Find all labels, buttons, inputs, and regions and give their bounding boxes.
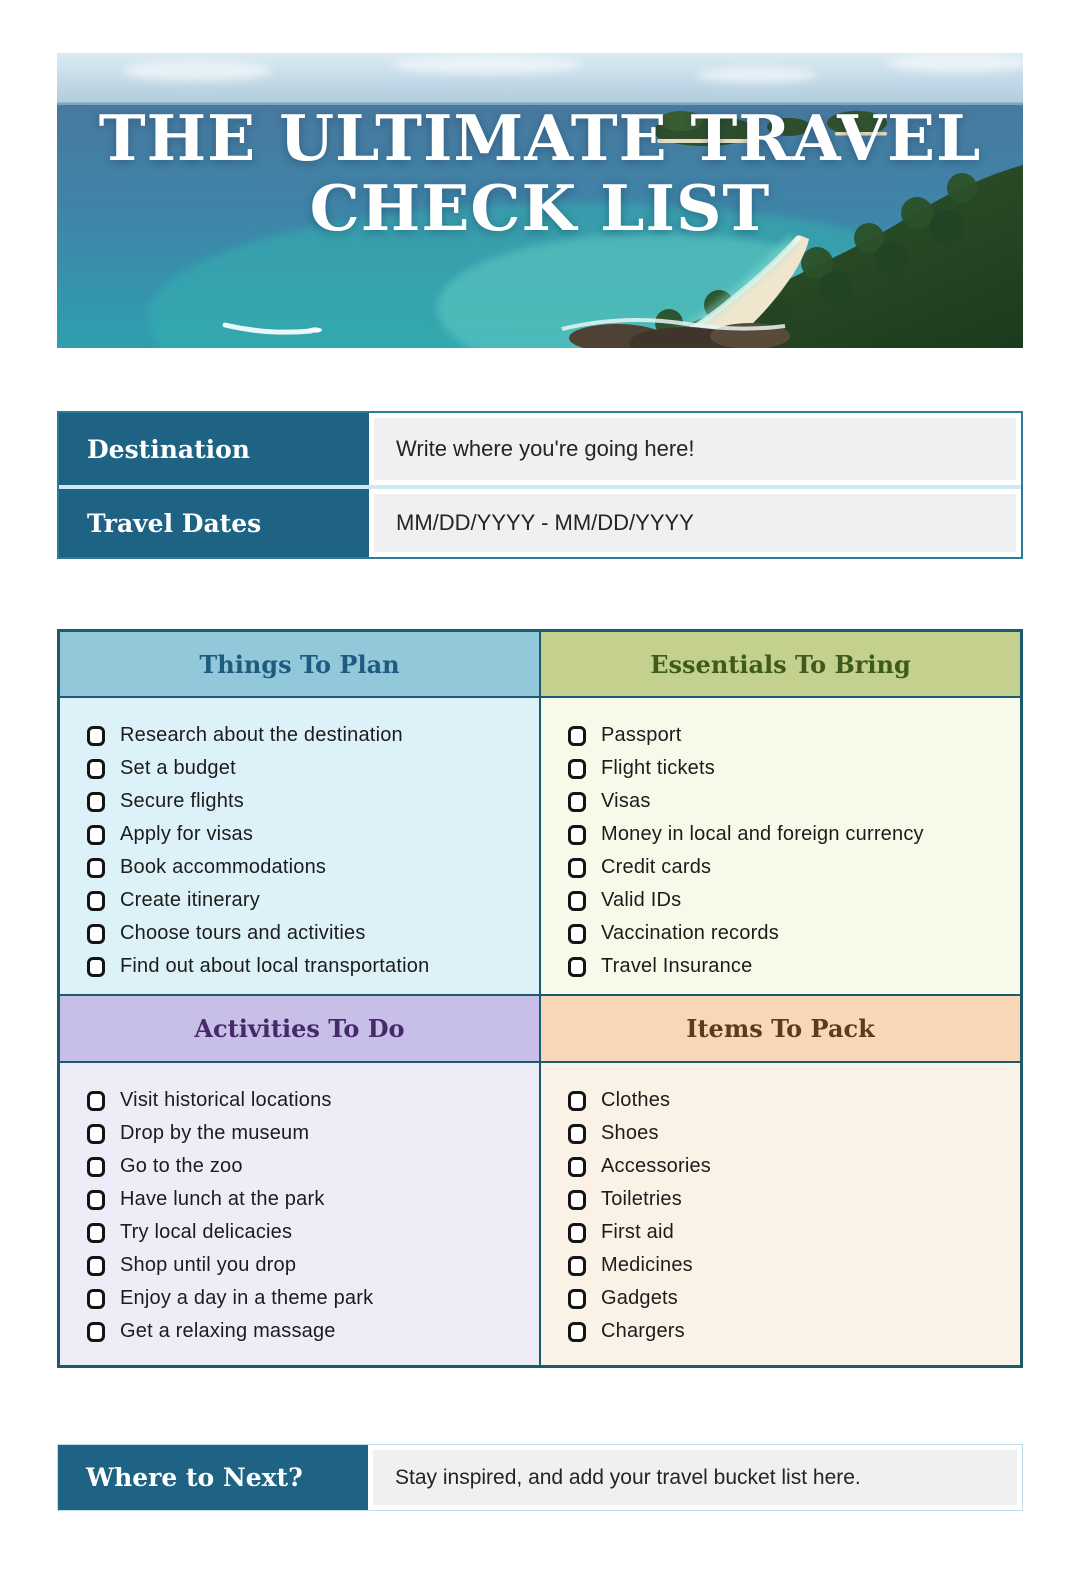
checkbox[interactable] xyxy=(568,825,586,845)
checkbox[interactable] xyxy=(568,924,586,944)
where-to-next-value-field[interactable]: Stay inspired, and add your travel bucket list here. xyxy=(368,1445,1022,1510)
checkbox[interactable] xyxy=(87,1223,105,1243)
checkbox[interactable] xyxy=(87,726,105,746)
checkbox[interactable] xyxy=(87,858,105,878)
panel-header-essentials-to-bring xyxy=(540,631,1021,697)
list-item: Money in local and foreign currency xyxy=(568,818,1020,851)
list-item: Vaccination records xyxy=(568,917,1020,950)
list-item: Research about the destination xyxy=(87,719,539,752)
list-item: Go to the zoo xyxy=(87,1150,539,1183)
checkbox[interactable] xyxy=(568,858,586,878)
panel-header-activities-to-do xyxy=(59,995,540,1062)
panel-body-activities-to-do xyxy=(59,1062,540,1366)
list-item: Apply for visas xyxy=(87,818,539,851)
checkbox[interactable] xyxy=(87,924,105,944)
list-item: Try local delicacies xyxy=(87,1216,539,1249)
list-item: Book accommodations xyxy=(87,851,539,884)
panel-body-essentials-to-bring xyxy=(540,697,1021,995)
list-item: Secure flights xyxy=(87,785,539,818)
list-item: Gadgets xyxy=(568,1282,1020,1315)
checkbox[interactable] xyxy=(87,1124,105,1144)
destination-row xyxy=(59,413,1021,485)
checkbox[interactable] xyxy=(568,1124,586,1144)
trip-info-table xyxy=(57,411,1023,559)
page-title-line2: CHECK LIST xyxy=(309,171,771,245)
travel-dates-value-field[interactable]: MM/DD/YYYY - MM/DD/YYYY xyxy=(369,489,1021,557)
list-item: Clothes xyxy=(568,1084,1020,1117)
panel-title-items-to-pack: Items To Pack xyxy=(686,1014,875,1043)
checkbox[interactable] xyxy=(87,825,105,845)
panel-title-things-to-plan: Things To Plan xyxy=(199,649,400,679)
destination-value-field[interactable]: Write where you're going here! xyxy=(369,413,1021,485)
checkbox[interactable] xyxy=(568,792,586,812)
list-item: Enjoy a day in a theme park xyxy=(87,1282,539,1315)
panel-title-activities-to-do: Activities To Do xyxy=(194,1014,405,1043)
checkbox[interactable] xyxy=(568,726,586,746)
list-item: Shop until you drop xyxy=(87,1249,539,1282)
checkbox[interactable] xyxy=(87,1289,105,1309)
page-title-line1: THE ULTIMATE TRAVEL xyxy=(98,101,982,175)
destination-label: Destination xyxy=(59,413,369,485)
panel-header-items-to-pack xyxy=(540,995,1021,1062)
list-item: Visas xyxy=(568,785,1020,818)
checkbox[interactable] xyxy=(568,891,586,911)
travel-dates-label: Travel Dates xyxy=(59,489,369,557)
items-to-pack-list xyxy=(568,1084,1020,1348)
checkbox[interactable] xyxy=(568,1322,586,1342)
checkbox[interactable] xyxy=(568,1256,586,1276)
where-to-next-row xyxy=(57,1444,1023,1511)
things-to-plan-list xyxy=(87,719,539,983)
list-item: Choose tours and activities xyxy=(87,917,539,950)
checkbox[interactable] xyxy=(87,759,105,779)
checkbox[interactable] xyxy=(87,792,105,812)
checkbox[interactable] xyxy=(87,1157,105,1177)
list-item: Find out about local transportation xyxy=(87,950,539,983)
checklist-grid xyxy=(57,629,1023,1368)
list-item: Valid IDs xyxy=(568,884,1020,917)
essentials-to-bring-list xyxy=(568,719,1020,983)
list-item: Create itinerary xyxy=(87,884,539,917)
checkbox[interactable] xyxy=(87,1256,105,1276)
checkbox[interactable] xyxy=(568,957,586,977)
checkbox[interactable] xyxy=(87,891,105,911)
list-item: Visit historical locations xyxy=(87,1084,539,1117)
page-title xyxy=(57,53,1023,348)
panel-body-items-to-pack xyxy=(540,1062,1021,1366)
list-item: Shoes xyxy=(568,1117,1020,1150)
list-item: Chargers xyxy=(568,1315,1020,1348)
checkbox[interactable] xyxy=(568,1091,586,1111)
panel-header-things-to-plan xyxy=(59,631,540,697)
checkbox[interactable] xyxy=(87,1091,105,1111)
panel-title-essentials-to-bring: Essentials To Bring xyxy=(650,649,911,679)
list-item: Travel Insurance xyxy=(568,950,1020,983)
list-item: Set a budget xyxy=(87,752,539,785)
list-item: Have lunch at the park xyxy=(87,1183,539,1216)
list-item: Credit cards xyxy=(568,851,1020,884)
list-item: Accessories xyxy=(568,1150,1020,1183)
checkbox[interactable] xyxy=(87,957,105,977)
list-item: Flight tickets xyxy=(568,752,1020,785)
list-item: Passport xyxy=(568,719,1020,752)
checkbox[interactable] xyxy=(568,759,586,779)
hero-beach-image xyxy=(57,53,1023,348)
travel-dates-row xyxy=(59,485,1021,557)
checkbox[interactable] xyxy=(568,1190,586,1210)
list-item: Toiletries xyxy=(568,1183,1020,1216)
checkbox[interactable] xyxy=(87,1190,105,1210)
list-item: First aid xyxy=(568,1216,1020,1249)
checkbox[interactable] xyxy=(568,1157,586,1177)
activities-to-do-list xyxy=(87,1084,539,1348)
list-item: Medicines xyxy=(568,1249,1020,1282)
checkbox[interactable] xyxy=(568,1223,586,1243)
panel-body-things-to-plan xyxy=(59,697,540,995)
checkbox[interactable] xyxy=(87,1322,105,1342)
checkbox[interactable] xyxy=(568,1289,586,1309)
list-item: Get a relaxing massage xyxy=(87,1315,539,1348)
list-item: Drop by the museum xyxy=(87,1117,539,1150)
where-to-next-label: Where to Next? xyxy=(58,1445,368,1510)
